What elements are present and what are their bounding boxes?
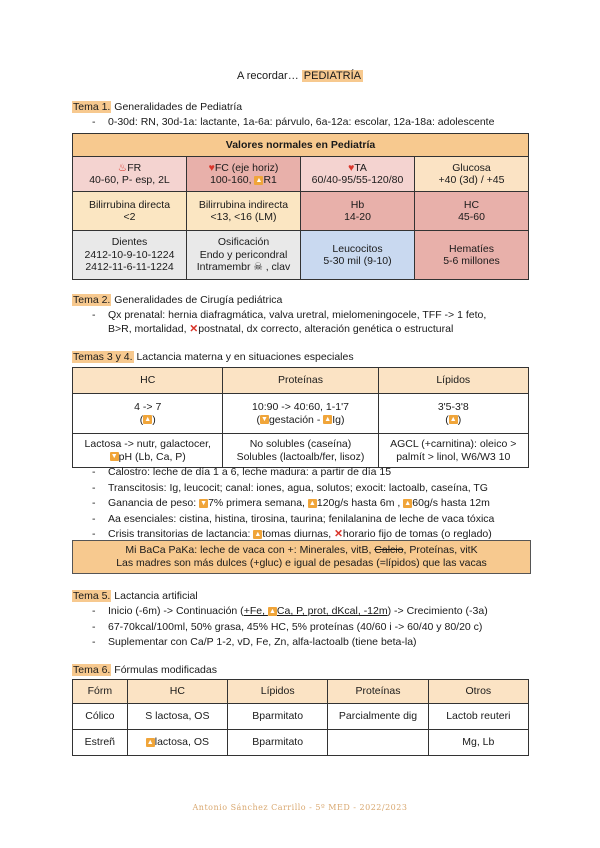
tema5-title: Lactancia artificial — [111, 590, 198, 602]
hc-cell: 4 -> 7 (▲) — [73, 394, 223, 434]
up-arrow-icon: ▲ — [255, 176, 263, 184]
x-mark-icon: ✕ — [189, 322, 199, 335]
footer: Antonio Sánchez Carrillo - 5º MED - 2022/2023 — [192, 803, 408, 812]
col-header: Proteínas — [223, 368, 378, 394]
tema5-heading — [72, 590, 198, 602]
col-header: HC — [73, 368, 223, 394]
cell: ▲lactosa, OS — [127, 730, 227, 756]
list-item: - Calostro: leche de día 1 a 6, leche madura: a partir de día 15 — [72, 466, 542, 480]
fc-cell: ♥FC (eje horiz) 100-160, ▲R1 — [187, 157, 301, 192]
proteinas-cell: 10:90 -> 40:60, 1-1'7 (▼gestación - ▲Ig) — [223, 394, 378, 434]
heart-icon: ♥ — [208, 161, 215, 174]
hb-cell: Hb 14-20 — [301, 192, 415, 231]
table-row — [73, 704, 529, 730]
cell: S lactosa, OS — [127, 704, 227, 730]
cell: Mg, Lb — [428, 730, 528, 756]
tema1-tag: Tema 1. — [73, 101, 111, 113]
table-row — [73, 730, 529, 756]
tema6-title: Fórmulas modificadas — [111, 664, 217, 676]
col-header: Lípidos — [228, 680, 328, 704]
list-item: - Aa esenciales: cistina, histina, tirosina, taurina; fenilalanina de leche de vaca tóxica — [72, 513, 542, 527]
tema2-heading — [72, 294, 282, 306]
down-arrow-icon: ▼ — [110, 453, 118, 461]
skull-icon: ☠ — [253, 261, 263, 274]
list-item: - Qx prenatal: hernia diafragmática, valva uretral, mielomeningocele, TFF -> 1 feto, B>R, mortalidad, ✕postnatal, dx correcto, alteración genética o estructural — [72, 309, 542, 336]
list-item: - Transcitosis: Ig, leucocit; canal: iones, agua, solutos; exocit: lactoalb, caseína, TG — [72, 482, 542, 496]
title-main: PEDIATRÍA — [303, 70, 362, 82]
lipidos-cell: 3'5-3'8 (▲) — [378, 394, 529, 434]
tema5-tag: Tema 5. — [73, 590, 111, 602]
col-header: Otros — [428, 680, 528, 704]
list-item: - Inicio (-6m) -> Continuación (+Fe, ▲Ca, P, prot, dKcal, -12m) -> Crecimiento (-3a) — [72, 605, 542, 619]
cell: Parcialmente dig — [328, 704, 428, 730]
tema3-title: Lactancia materna y en situaciones especiales — [133, 351, 354, 363]
tema2-title: Generalidades de Cirugía pediátrica — [111, 294, 283, 306]
list-item: - 0-30d: RN, 30d-1a: lactante, 1a-6a: párvulo, 6a-12a: escolar, 12a-18a: adolescente — [72, 116, 542, 130]
page-title — [0, 70, 600, 82]
tema1-list — [72, 116, 542, 130]
x-mark-icon: ✕ — [334, 528, 343, 540]
dientes-cell: Dientes 2412-10-9-10-1224 2412-11-6-11-1224 — [73, 231, 187, 280]
down-arrow-icon: ▼ — [260, 416, 268, 424]
tema3-tag: Temas 3 y 4. — [73, 351, 133, 363]
list-item: - Crisis transitorias de lactancia: ▲tomas diurnas, ✕horario fijo de tomas (o reglado) — [72, 528, 542, 542]
col-header: Proteínas — [328, 680, 428, 704]
tema2-tag: Tema 2. — [73, 294, 111, 306]
cell: Estreñ — [73, 730, 128, 756]
col-header: Fórm — [73, 680, 128, 704]
up-arrow-icon: ▲ — [268, 607, 276, 615]
hc-cell: HC 45-60 — [415, 192, 529, 231]
ta-cell: ♥TA 60/40-95/55-120/80 — [301, 157, 415, 192]
cell — [328, 730, 428, 756]
glucosa-cell: Glucosa +40 (3d) / +45 — [415, 157, 529, 192]
table-title: Valores normales en Pediatría — [73, 134, 529, 157]
tema1-title: Generalidades de Pediatría — [111, 101, 243, 113]
lipidos-cell-2: AGCL (+carnitina): oleico > palmít > linol, W6/W3 10 — [378, 434, 529, 468]
cell: Bparmitato — [228, 704, 328, 730]
cell: Bparmitato — [228, 730, 328, 756]
proteinas-cell-2: No solubles (caseína) Solubles (lactoalb/fer, lisoz) — [223, 434, 378, 468]
cell: Lactob reuteri — [428, 704, 528, 730]
osificacion-cell: Osificación Endo y pericondral Intramembr ☠ , clav — [187, 231, 301, 280]
up-arrow-icon: ▲ — [324, 416, 332, 424]
fr-cell: ♨FR 40-60, P- esp, 2L — [73, 157, 187, 192]
hematies-cell: Hematíes 5-6 millones — [415, 231, 529, 280]
tema3-list — [72, 466, 542, 542]
tema6-heading — [72, 664, 217, 676]
up-arrow-icon: ▲ — [146, 738, 154, 746]
cell: Cólico — [73, 704, 128, 730]
tema5-list — [72, 605, 542, 650]
down-arrow-icon: ▼ — [200, 499, 208, 507]
up-arrow-icon: ▲ — [144, 416, 152, 424]
tema3-heading — [72, 351, 354, 363]
mnemonic-box: Mi BaCa PaKa: leche de vaca con +: Minerales, vitB, Calcio, Proteínas, vitK Las madres son más dulces (+gluc) e igual de pesadas (=lípidos) que las vacas — [72, 540, 531, 574]
tema1-heading — [72, 101, 242, 113]
list-item: - Ganancia de peso: ▼7% primera semana, ▲120g/s hasta 6m , ▲60g/s hasta 12m — [72, 497, 542, 511]
bili-indirecta-cell: Bilirrubina indirecta <13, <16 (LM) — [187, 192, 301, 231]
list-item: - Suplementar con Ca/P 1-2, vD, Fe, Zn, alfa-lactoalb (tiene beta-la) — [72, 636, 542, 650]
up-arrow-icon: ▲ — [254, 530, 262, 538]
heart-icon: ♥ — [348, 161, 355, 174]
up-arrow-icon: ▲ — [404, 499, 412, 507]
col-header: HC — [127, 680, 227, 704]
title-prefix: A recordar… — [236, 70, 302, 82]
formulas-table — [72, 679, 529, 756]
bili-directa-cell: Bilirrubina directa <2 — [73, 192, 187, 231]
list-item: - 67-70kcal/100ml, 50% grasa, 45% HC, 5% proteínas (40/60 i -> 60/40 y 80/20 c) — [72, 621, 542, 635]
up-arrow-icon: ▲ — [449, 416, 457, 424]
up-arrow-icon: ▲ — [308, 499, 316, 507]
hc-cell-2: Lactosa -> nutr, galactocer, ▼pH (Lb, Ca, P) — [73, 434, 223, 468]
valores-normales-table — [72, 133, 529, 280]
tema2-list — [72, 309, 542, 336]
col-header: Lípidos — [378, 368, 529, 394]
lactancia-table — [72, 367, 529, 468]
leucocitos-cell: Leucocitos 5-30 mil (9-10) — [301, 231, 415, 280]
lungs-icon: ♨ — [117, 161, 128, 174]
tema6-tag: Tema 6. — [73, 664, 111, 676]
